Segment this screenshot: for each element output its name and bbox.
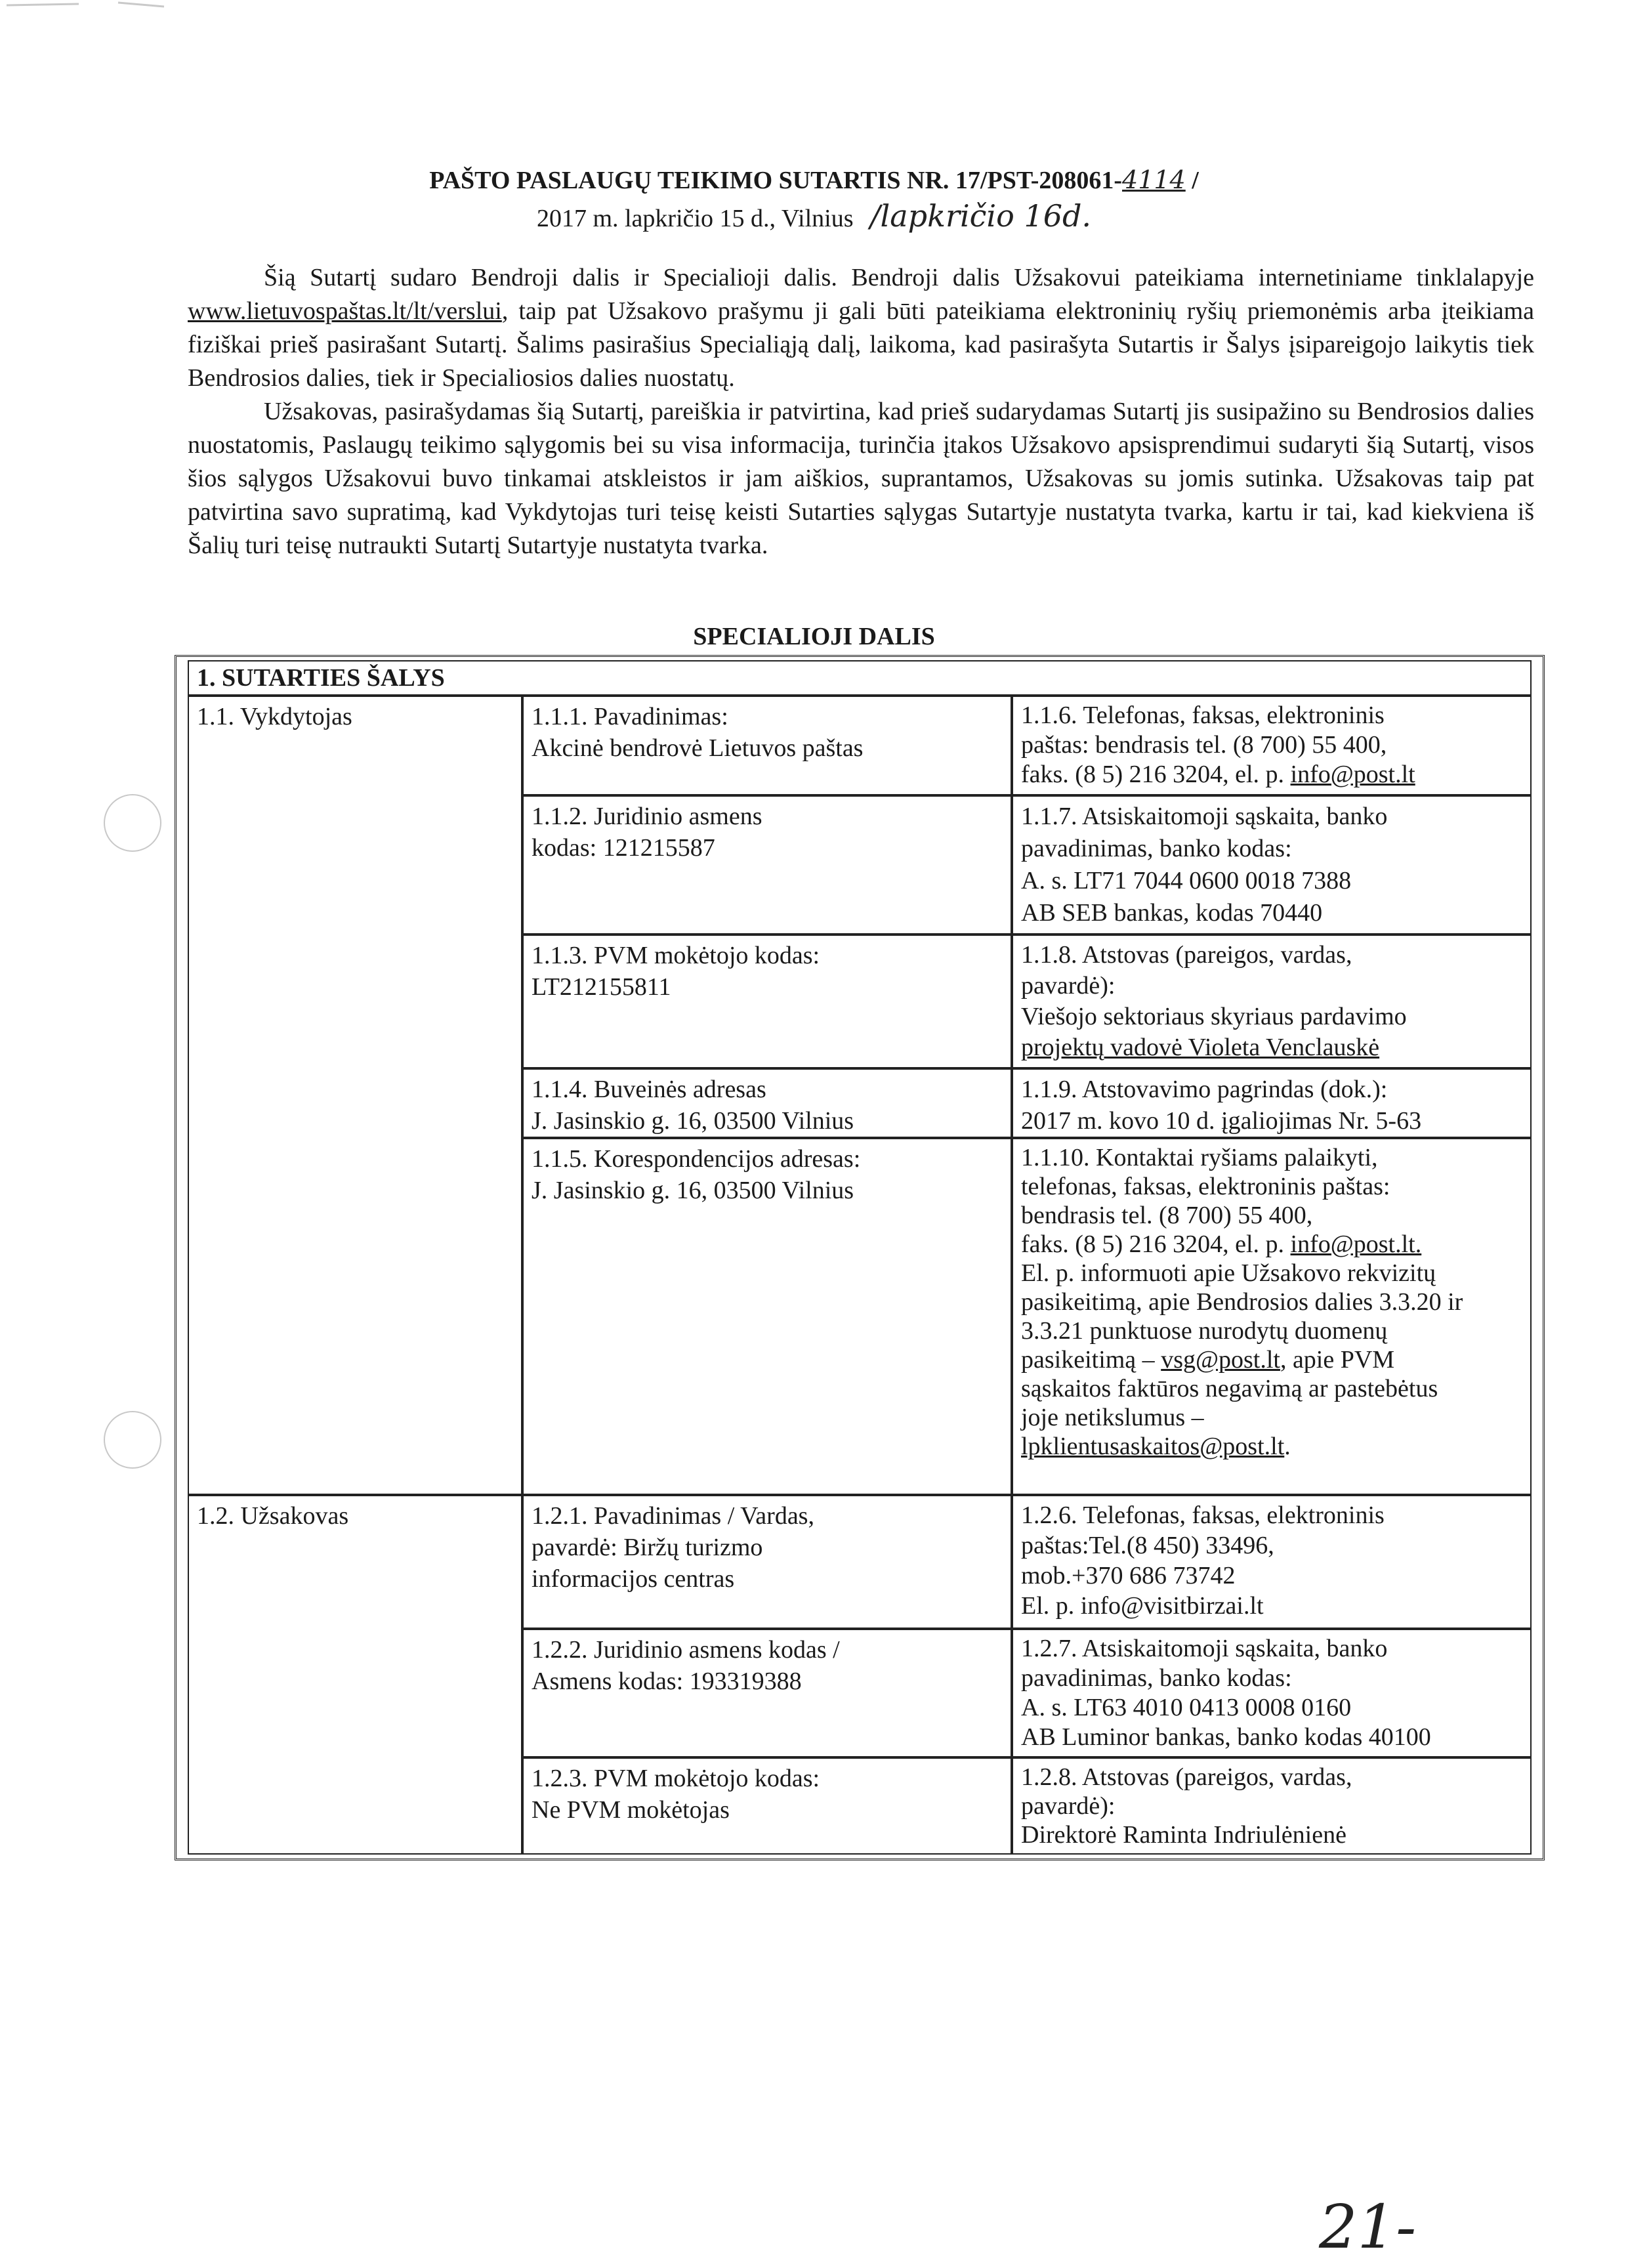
email-link-vsg[interactable]: vsg@post.lt [1161, 1346, 1280, 1374]
cell-1-1-3: 1.1.3. PVM mokėtojo kodas: LT212155811 [522, 934, 1012, 1068]
date-place-line [0, 198, 1628, 234]
cell-1-2-8: 1.2.8. Atstovas (pareigos, vardas, pavardė): Direktorė Raminta Indriulėnienė [1012, 1757, 1532, 1855]
intro-p2-text: Užsakovas, pasirašydamas šią Sutartį, pareiškia ir patvirtina, kad prieš sudarydamas Sutartį jis susipažino su Bendrosios dalies nuostatomis, Paslaugų teikimo sąlygomis bei su visa informacija, turinčia įtakos Užsakovo apsisprendimui sudaryti šią Sutartį, visos šios sąlygos Užsakovui buvo tinkamai atskleistos ir jam aiškios, suprantamos, Užsakovas su jomis sutinka. Užsakovas taip pat patvirtina savo supratimą, kad Vykdytojas turi teisę keisti Sutarties sąlygas Sutartyje nustatyta tvarka, kartu ir tai, kad kiekviena iš Šalių turi teisę nutraukti Sutartį Sutartyje nustatyta tvarka. [188, 398, 1534, 559]
special-part-title: SPECIALIOJI DALIS [693, 623, 935, 650]
intro-paragraph-2 [188, 395, 1534, 562]
email-link-info[interactable]: info@post.lt [1290, 761, 1415, 788]
handwritten-page-number: 21- [1319, 2192, 1417, 2262]
email-link-info-2[interactable]: info@post.lt. [1290, 1230, 1422, 1258]
intro-paragraph-1 [188, 261, 1534, 395]
date-handwritten: /lapkričio 16d. [870, 198, 1092, 234]
email-link-invoices[interactable]: lpklientusaskaitos@post.lt [1021, 1433, 1285, 1460]
contract-number-handwritten: 4114 [1122, 165, 1186, 194]
contract-title [0, 165, 1628, 195]
punch-hole-bottom [104, 1411, 161, 1469]
party-vykdytojas-label: 1.1. Vykdytojas [188, 696, 522, 1495]
general-part-link[interactable]: www.lietuvospaštas.lt/lt/verslui [188, 297, 502, 325]
cell-1-1-7: 1.1.7. Atsiskaitomoji sąskaita, banko pavadinimas, banko kodas: A. s. LT71 7044 0600 0018 7388 AB SEB bankas, kodas 70440 [1012, 795, 1532, 934]
contract-title-text: PAŠTO PASLAUGŲ TEIKIMO SUTARTIS NR. 17/PST-208061- [429, 167, 1123, 194]
cell-1-1-1: 1.1.1. Pavadinimas: Akcinė bendrovė Lietuvos paštas [522, 696, 1012, 795]
cell-1-1-2: 1.1.2. Juridinio asmens kodas: 121215587 [522, 795, 1012, 934]
section-title: 1. SUTARTIES ŠALYS [188, 660, 1532, 696]
cell-1-2-7: 1.2.7. Atsiskaitomoji sąskaita, banko pavadinimas, banko kodas: A. s. LT63 4010 0413 0008 0160 AB Luminor bankas, banko kodas 40100 [1012, 1629, 1532, 1757]
cell-1-2-1: 1.2.1. Pavadinimas / Vardas, pavardė: Biržų turizmo informacijos centras [522, 1495, 1012, 1629]
cell-1-1-6: 1.1.6. Telefonas, faksas, elektroninis paštas: bendrasis tel. (8 700) 55 400, faks. (8 5) 216 3204, el. p. info@post.lt [1012, 696, 1532, 795]
cell-1-1-4: 1.1.4. Buveinės adresas J. Jasinskio g. 16, 03500 Vilnius [522, 1068, 1012, 1138]
cell-1-1-9: 1.1.9. Atstovavimo pagrindas (dok.): 2017 m. kovo 10 d. įgaliojimas Nr. 5-63 [1012, 1068, 1532, 1138]
party-uzsakovas-label: 1.2. Užsakovas [188, 1495, 522, 1855]
punch-hole-top [104, 794, 161, 852]
cell-1-1-5: 1.1.5. Korespondencijos adresas: J. Jasinskio g. 16, 03500 Vilnius [522, 1138, 1012, 1495]
contract-title-suffix: / [1185, 167, 1199, 194]
cell-1-1-8: 1.1.8. Atstovas (pareigos, vardas, pavardė): Viešojo sektoriaus skyriaus pardavimo projektų vadovė Violeta Venclauskė [1012, 934, 1532, 1068]
date-place: 2017 m. lapkričio 15 d., Vilnius [536, 205, 854, 232]
cell-1-2-2: 1.2.2. Juridinio asmens kodas / Asmens kodas: 193319388 [522, 1629, 1012, 1757]
intro-p1-text-b: , taip pat Užsakovo prašymu ji gali būti pateikiama elektroninių ryšių priemonėmis arba įteikiama fiziškai prieš pasirašant Sutartį. Šalims pasirašius Specialiąją dalį, laikoma, kad pasirašyta Sutartis ir Šalys įsipareigojo laikytis tiek Bendrosios dalies, tiek ir Specialiosios dalies nuostatų. [188, 297, 1534, 392]
cell-1-2-3: 1.2.3. PVM mokėtojo kodas: Ne PVM mokėtojas [522, 1757, 1012, 1855]
scan-corner-mark [0, 0, 171, 26]
cell-1-1-10: 1.1.10. Kontaktai ryšiams palaikyti, telefonas, faksas, elektroninis paštas: bendrasis tel. (8 700) 55 400, faks. (8 5) 216 3204, el. p. info@post.lt. El. p. informuoti apie Užsakovo rekvizitų pasikeitimą, apie Bendrosios dalies 3.3.20 ir 3.3.21 punktuose nurodytų duomenų pasikeitimą – vsg@post.lt, apie PVM sąskaitos faktūros negavimą ar pastebėtus joje netikslumus – lpklientusaskaitos@post.lt. [1012, 1138, 1532, 1495]
cell-1-2-6: 1.2.6. Telefonas, faksas, elektroninis paštas:Tel.(8 450) 33496, mob.+370 686 73742 El. p. info@visitbirzai.lt [1012, 1495, 1532, 1629]
intro-p1-text-a: Šią Sutartį sudaro Bendroji dalis ir Specialioji dalis. Bendroji dalis Užsakovui pateikiama internetiniame tinklalapyje [264, 264, 1534, 291]
